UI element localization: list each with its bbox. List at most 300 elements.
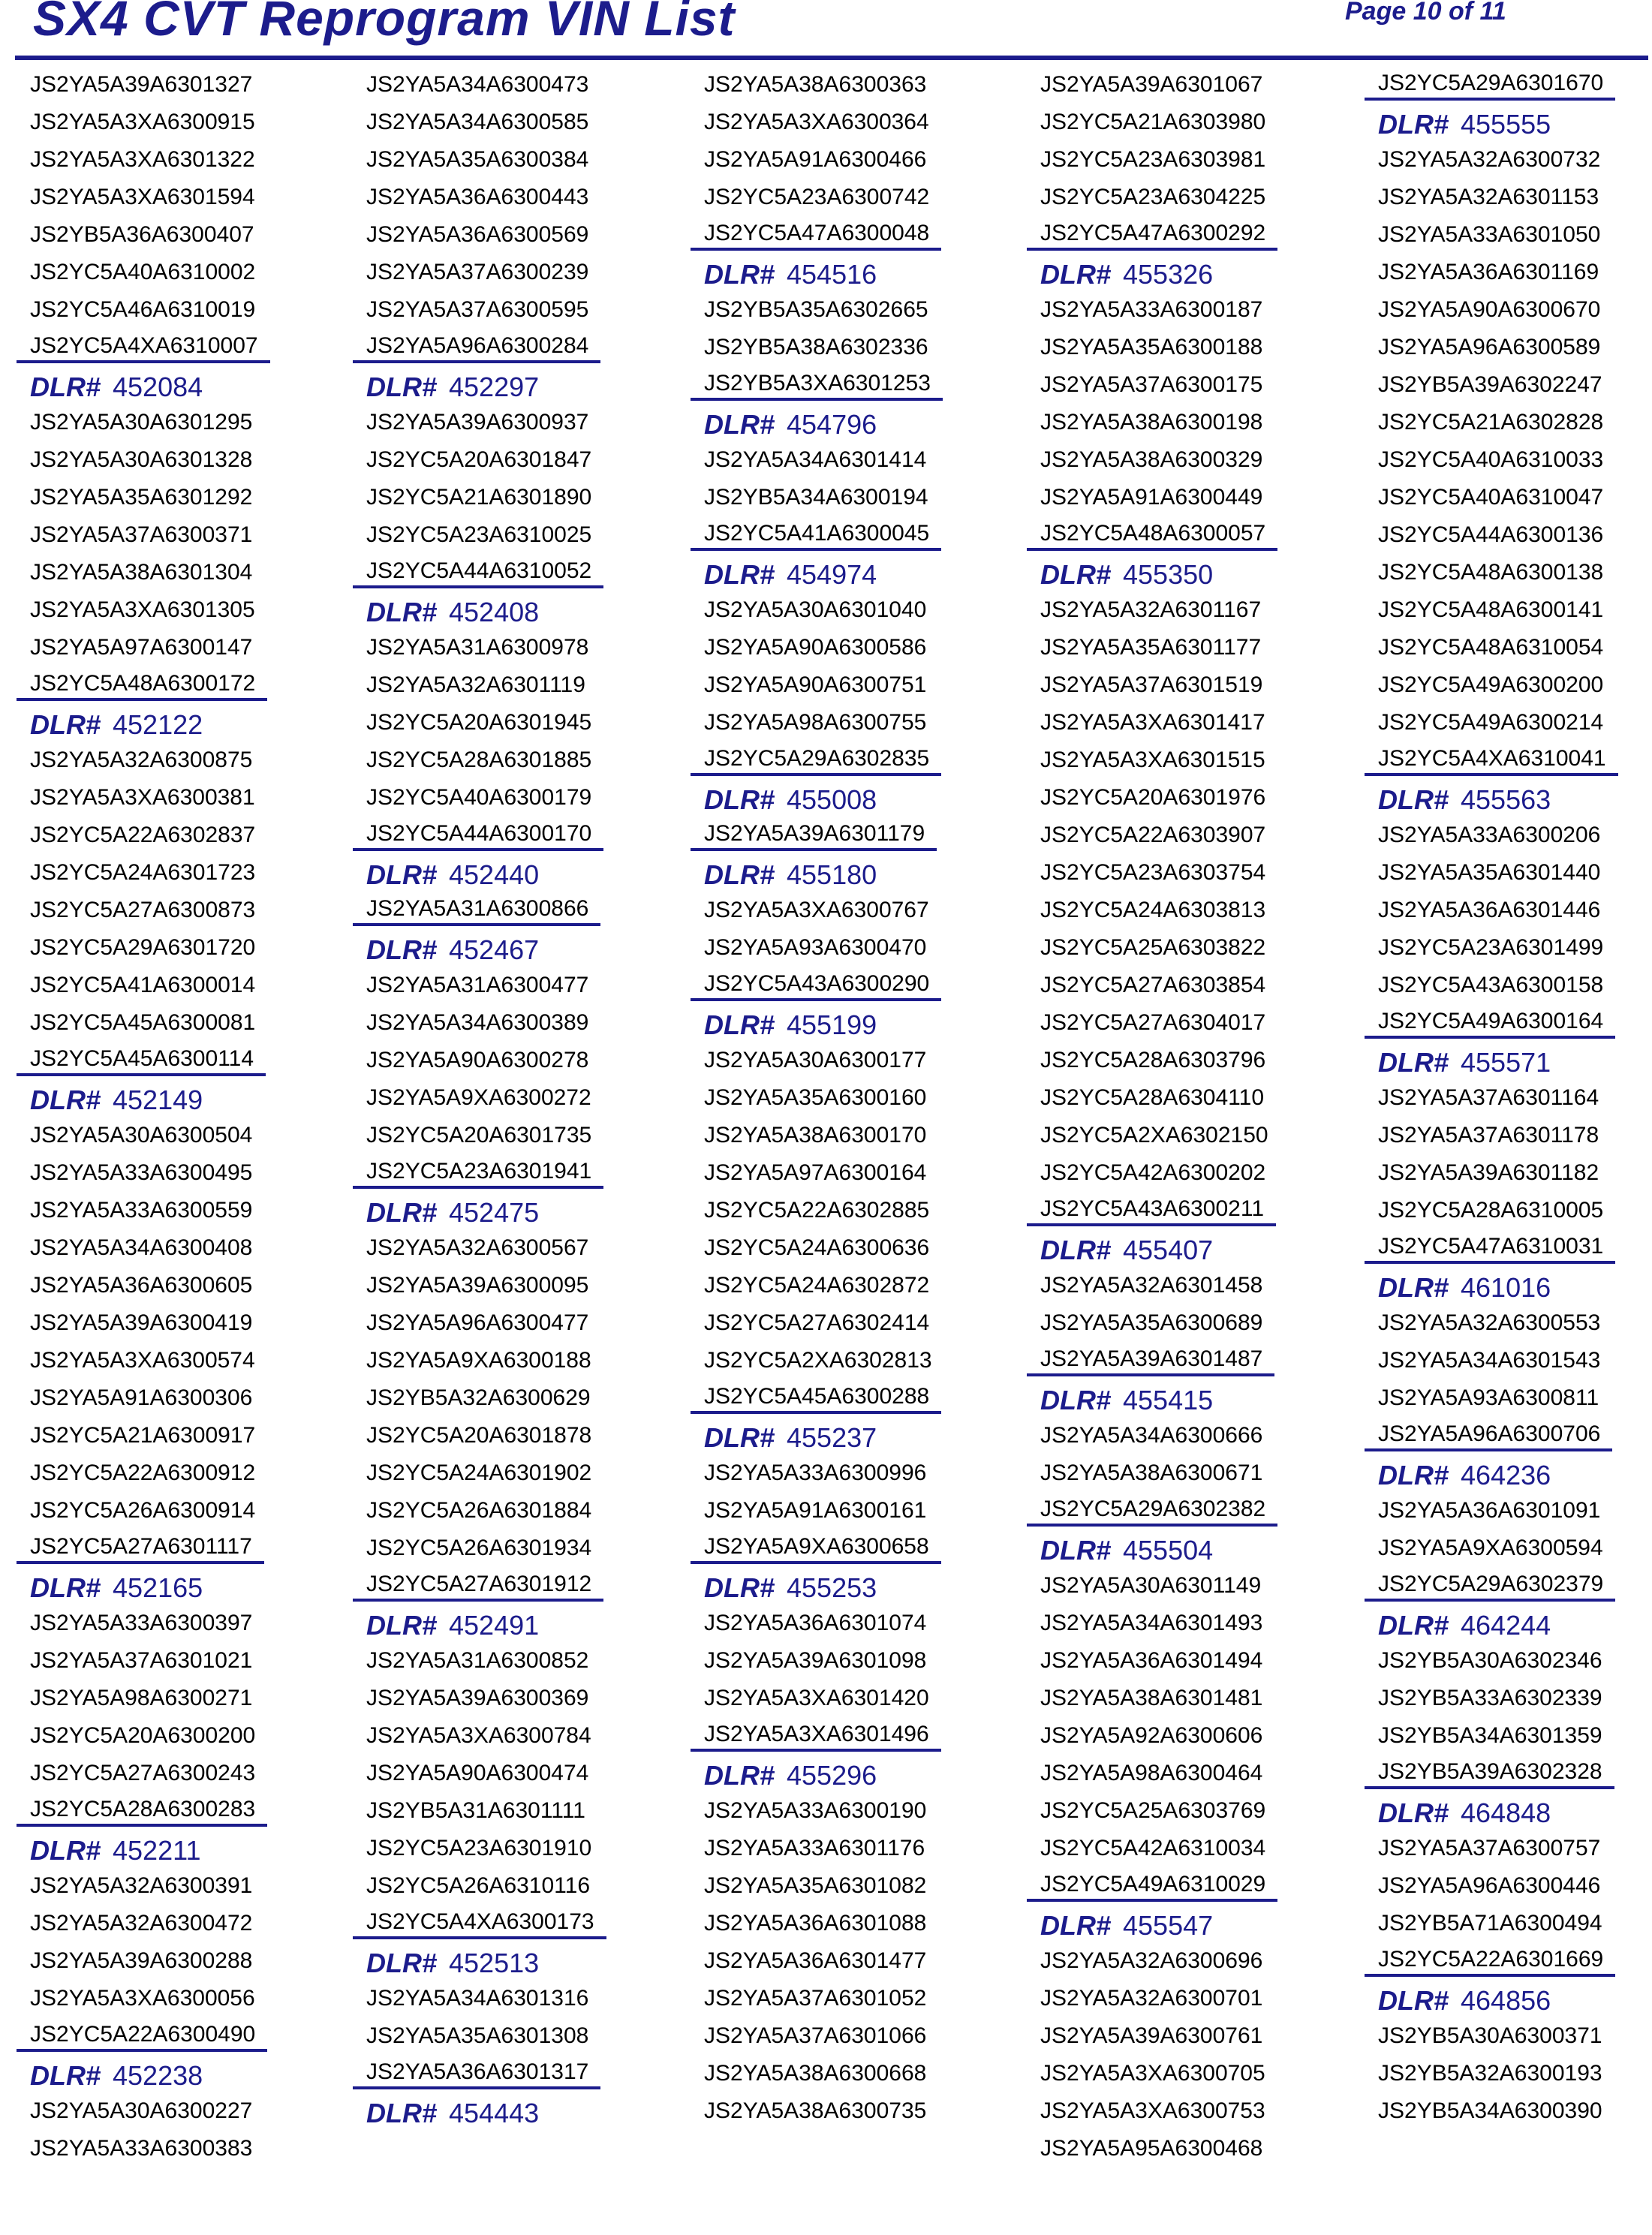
vin-row <box>17 1645 347 1683</box>
vin-number: JS2YC5A4XA6300173 <box>353 1909 606 1939</box>
vin-number: JS2YC5A47A6300048 <box>691 221 941 251</box>
vin-row <box>1027 1270 1357 1307</box>
vin-number: JS2YC5A24A6302872 <box>704 1273 930 1298</box>
vin-number: JS2YA5A96A6300284 <box>353 333 600 363</box>
vin-row <box>691 632 1021 669</box>
dealer-prefix: DLR# <box>1040 1385 1112 1415</box>
vin-number: JS2YC5A42A6310034 <box>1040 1836 1266 1860</box>
vin-row <box>691 1157 1021 1195</box>
vin-row <box>1365 557 1652 594</box>
dealer-header <box>1365 1270 1652 1307</box>
dealer-number: 455008 <box>787 784 877 815</box>
vin-number: JS2YA5A3XA6301322 <box>30 147 255 172</box>
dealer-number: 452408 <box>449 597 540 627</box>
vin-row <box>691 1457 1021 1495</box>
vin-row <box>691 182 1021 219</box>
vin-row <box>17 1683 347 1720</box>
dealer-prefix: DLR# <box>366 934 438 965</box>
dealer-header <box>1365 1045 1652 1082</box>
vin-row <box>1365 1870 1652 1908</box>
vin-number: JS2YC5A40A6300179 <box>366 785 592 810</box>
header-divider <box>15 56 1648 60</box>
vin-number: JS2YA5A36A6301477 <box>704 1948 927 1973</box>
vin-row <box>1365 1157 1652 1195</box>
vin-number: JS2YA5A32A6301167 <box>1040 597 1262 622</box>
vin-row <box>353 669 683 707</box>
dealer-number: 464848 <box>1461 1797 1551 1828</box>
vin-number: JS2YC5A47A6310031 <box>1365 1234 1615 1264</box>
vin-number: JS2YC5A23A6303754 <box>1040 860 1266 885</box>
vin-number: JS2YC5A42A6300202 <box>1040 1160 1266 1185</box>
vin-number: JS2YA5A36A6301317 <box>353 2059 600 2089</box>
dealer-prefix: DLR# <box>366 371 438 402</box>
vin-row <box>17 1045 347 1082</box>
dealer-label <box>1378 1047 1551 1078</box>
vin-number: JS2YC5A27A6300243 <box>30 1761 256 1785</box>
vin-number: JS2YA5A39A6301182 <box>1378 1160 1599 1185</box>
vin-row <box>353 632 683 669</box>
vin-row <box>17 1908 347 1945</box>
vin-number: JS2YA5A90A6300474 <box>366 1761 589 1785</box>
vin-row <box>1365 1720 1652 1758</box>
vin-number: JS2YA5A36A6301074 <box>704 1611 927 1635</box>
vin-row <box>691 2095 1021 2133</box>
vin-row <box>353 1307 683 1345</box>
vin-row <box>353 2058 683 2095</box>
vin-row <box>1027 69 1357 107</box>
dealer-number: 455253 <box>787 1572 877 1603</box>
vin-number: JS2YA5A39A6300095 <box>366 1273 589 1298</box>
vin-row <box>1027 407 1357 444</box>
vin-number: JS2YA5A37A6301066 <box>704 2023 927 2048</box>
vin-row <box>1027 1833 1357 1870</box>
vin-number: JS2YC5A23A6304225 <box>1040 185 1266 209</box>
vin-row <box>691 970 1021 1007</box>
vin-number: JS2YC5A27A6300873 <box>30 898 256 922</box>
vin-row <box>17 407 347 444</box>
vin-number: JS2YA5A35A6300384 <box>366 147 589 172</box>
vin-number: JS2YB5A3XA6301253 <box>691 371 943 401</box>
vin-row <box>353 294 683 332</box>
vin-row <box>1365 1120 1652 1157</box>
dealer-prefix: DLR# <box>704 1009 775 1040</box>
vin-number: JS2YA5A32A6300391 <box>30 1873 253 1898</box>
vin-number: JS2YA5A39A6301098 <box>704 1648 927 1673</box>
dealer-header <box>353 857 683 895</box>
vin-row <box>1027 332 1357 369</box>
dealer-label <box>1040 1535 1213 1566</box>
vin-number: JS2YA5A91A6300306 <box>30 1385 253 1410</box>
vin-number: JS2YA5A37A6300595 <box>366 297 589 322</box>
vin-number: JS2YA5A96A6300446 <box>1378 1873 1601 1898</box>
vin-number: JS2YA5A35A6301292 <box>30 485 253 510</box>
dealer-number: 452211 <box>113 1835 201 1866</box>
vin-number: JS2YA5A37A6301519 <box>1040 672 1263 697</box>
dealer-header <box>17 1082 347 1120</box>
vin-row <box>691 482 1021 519</box>
dealer-label <box>1040 1235 1213 1266</box>
vin-row <box>691 2020 1021 2058</box>
vin-number: JS2YC5A21A6303980 <box>1040 110 1266 134</box>
vin-number: JS2YA5A96A6300706 <box>1365 1421 1612 1451</box>
vin-number: JS2YC5A27A6301912 <box>353 1572 603 1602</box>
dealer-prefix: DLR# <box>704 559 775 590</box>
vin-row <box>17 820 347 857</box>
vin-number: JS2YC5A46A6310019 <box>30 297 256 322</box>
dealer-label <box>1378 1797 1551 1829</box>
dealer-number: 455296 <box>787 1760 877 1791</box>
vin-row <box>1365 1683 1652 1720</box>
vin-row <box>1027 782 1357 820</box>
vin-row <box>17 669 347 707</box>
vin-number: JS2YA5A93A6300811 <box>1378 1385 1599 1410</box>
vin-number: JS2YA5A30A6301328 <box>30 447 253 472</box>
vin-row <box>17 1945 347 1983</box>
vin-number: JS2YA5A32A6300567 <box>366 1235 589 1260</box>
vin-row <box>1027 1195 1357 1232</box>
vin-number: JS2YC5A20A6301976 <box>1040 785 1266 810</box>
vin-number: JS2YA5A34A6301493 <box>1040 1611 1263 1635</box>
vin-number: JS2YA5A39A6300419 <box>30 1310 253 1335</box>
vin-number: JS2YC5A25A6303769 <box>1040 1798 1266 1823</box>
vin-row <box>1365 144 1652 182</box>
dealer-prefix: DLR# <box>30 371 101 402</box>
vin-row <box>1365 669 1652 707</box>
dealer-label <box>30 371 203 403</box>
vin-number: JS2YA5A3XA6300364 <box>704 110 929 134</box>
dealer-label <box>704 1760 877 1791</box>
dealer-header <box>17 369 347 407</box>
vin-row <box>353 1270 683 1307</box>
vin-row <box>691 1795 1021 1833</box>
vin-number: JS2YC5A4XA6310041 <box>1365 746 1618 776</box>
vin-number: JS2YA5A33A6300206 <box>1378 823 1601 847</box>
dealer-prefix: DLR# <box>366 859 438 890</box>
vin-row <box>17 782 347 820</box>
vin-row <box>17 332 347 369</box>
vin-row <box>1365 632 1652 669</box>
vin-number: JS2YA5A91A6300161 <box>704 1498 927 1523</box>
vin-number: JS2YB5A71A6300494 <box>1378 1911 1602 1936</box>
vin-row <box>1027 857 1357 895</box>
dealer-prefix: DLR# <box>1378 784 1449 815</box>
vin-row <box>353 1082 683 1120</box>
vin-row <box>1027 1983 1357 2020</box>
vin-number: JS2YA5A30A6301040 <box>704 597 927 622</box>
vin-row <box>353 895 683 932</box>
vin-number: JS2YA5A9XA6300594 <box>1378 1536 1603 1560</box>
vin-row <box>17 219 347 257</box>
vin-number: JS2YC5A48A6300138 <box>1378 560 1604 585</box>
vin-number: JS2YA5A38A6300329 <box>1040 447 1263 472</box>
dealer-number: 452467 <box>449 934 540 965</box>
dealer-prefix: DLR# <box>704 259 775 290</box>
vin-number: JS2YA5A36A6300443 <box>366 185 589 209</box>
vin-row <box>17 594 347 632</box>
vin-number: JS2YC5A20A6301847 <box>366 447 592 472</box>
vin-number: JS2YA5A31A6300477 <box>366 973 589 997</box>
vin-row <box>353 1045 683 1082</box>
vin-number: JS2YC5A27A6303854 <box>1040 973 1266 997</box>
dealer-prefix: DLR# <box>1378 109 1449 140</box>
dealer-header <box>691 1007 1021 1045</box>
vin-row <box>691 294 1021 332</box>
vin-row <box>1027 1758 1357 1795</box>
vin-number: JS2YC5A24A6301902 <box>366 1460 592 1485</box>
vin-row <box>353 1382 683 1420</box>
vin-row <box>691 895 1021 932</box>
vin-row <box>1027 1683 1357 1720</box>
vin-number: JS2YA5A90A6300751 <box>704 672 927 697</box>
vin-row <box>1027 519 1357 557</box>
vin-number: JS2YC5A45A6300114 <box>17 1046 266 1076</box>
vin-number: JS2YA5A34A6301414 <box>704 447 927 472</box>
vin-row <box>1027 482 1357 519</box>
vin-row <box>17 2020 347 2058</box>
vin-number: JS2YA5A3XA6301594 <box>30 185 255 209</box>
vin-row <box>691 1495 1021 1533</box>
vin-row <box>353 144 683 182</box>
vin-row <box>1027 144 1357 182</box>
vin-number: JS2YA5A33A6300190 <box>704 1798 927 1823</box>
vin-row <box>1365 1533 1652 1570</box>
vin-number: JS2YB5A34A6300390 <box>1378 2098 1602 2123</box>
vin-number: JS2YC5A26A6301884 <box>366 1498 592 1523</box>
vin-number: JS2YA5A30A6300504 <box>30 1123 253 1148</box>
vin-number: JS2YA5A31A6300866 <box>353 896 600 926</box>
vin-row <box>353 1870 683 1908</box>
vin-number: JS2YC5A20A6301878 <box>366 1423 592 1448</box>
dealer-header <box>1027 257 1357 294</box>
vin-column-4 <box>1027 69 1357 2170</box>
dealer-header <box>1365 1608 1652 1645</box>
vin-row <box>1365 1232 1652 1270</box>
vin-number: JS2YC5A21A6301890 <box>366 485 592 510</box>
vin-number: JS2YC5A28A6300283 <box>17 1797 267 1827</box>
vin-number: JS2YA5A3XA6301515 <box>1040 748 1265 772</box>
vin-row <box>1365 820 1652 857</box>
vin-row <box>1365 1908 1652 1945</box>
dealer-header <box>353 2095 683 2133</box>
vin-row <box>353 69 683 107</box>
vin-row <box>1027 707 1357 744</box>
vin-number: JS2YB5A31A6301111 <box>366 1798 585 1823</box>
vin-row <box>1365 407 1652 444</box>
dealer-header <box>1365 107 1652 144</box>
vin-row <box>353 107 683 144</box>
vin-row <box>353 1683 683 1720</box>
vin-number: JS2YA5A37A6301052 <box>704 1986 927 2011</box>
vin-number: JS2YA5A37A6301164 <box>1378 1085 1599 1110</box>
vin-number: JS2YC5A21A6300917 <box>30 1423 256 1448</box>
vin-number: JS2YA5A35A6301440 <box>1378 860 1601 885</box>
vin-column-2 <box>353 69 683 2133</box>
vin-number: JS2YA5A33A6300495 <box>30 1160 253 1185</box>
vin-row <box>1027 669 1357 707</box>
vin-row <box>353 1983 683 2020</box>
vin-number: JS2YA5A34A6300585 <box>366 110 589 134</box>
vin-number: JS2YC5A49A6300164 <box>1365 1009 1615 1039</box>
vin-number: JS2YB5A30A6300371 <box>1378 2023 1602 2048</box>
vin-number: JS2YB5A38A6302336 <box>704 335 928 359</box>
vin-number: JS2YB5A30A6302346 <box>1378 1648 1602 1673</box>
vin-row <box>691 2058 1021 2095</box>
vin-number: JS2YA5A35A6301177 <box>1040 635 1262 660</box>
dealer-header <box>1365 1983 1652 2020</box>
vin-row <box>1027 932 1357 970</box>
vin-row <box>17 2133 347 2170</box>
dealer-header <box>691 1758 1021 1795</box>
vin-number: JS2YC5A24A6303813 <box>1040 898 1266 922</box>
dealer-header <box>1027 1908 1357 1945</box>
vin-row <box>1365 519 1652 557</box>
dealer-prefix: DLR# <box>30 1835 101 1866</box>
vin-row <box>17 257 347 294</box>
vin-row <box>17 1270 347 1307</box>
vin-row <box>353 2020 683 2058</box>
vin-row <box>691 744 1021 782</box>
dealer-header <box>17 707 347 744</box>
dealer-number: 455407 <box>1123 1235 1214 1265</box>
vin-number: JS2YB5A32A6300629 <box>366 1385 591 1410</box>
vin-row <box>691 820 1021 857</box>
dealer-number: 455547 <box>1123 1910 1214 1941</box>
vin-number: JS2YA5A3XA6301417 <box>1040 710 1265 735</box>
dealer-prefix: DLR# <box>1378 1610 1449 1641</box>
vin-row <box>1027 1045 1357 1082</box>
dealer-prefix: DLR# <box>366 1948 438 1978</box>
vin-row <box>691 1345 1021 1382</box>
vin-number: JS2YA5A37A6301178 <box>1378 1123 1599 1148</box>
vin-number: JS2YB5A36A6300407 <box>30 222 254 247</box>
vin-row <box>17 1870 347 1908</box>
vin-row <box>353 444 683 482</box>
vin-row <box>17 632 347 669</box>
vin-row <box>1365 1645 1652 1683</box>
vin-number: JS2YC5A29A6302379 <box>1365 1572 1615 1602</box>
vin-row <box>17 1195 347 1232</box>
dealer-number: 455555 <box>1461 109 1551 140</box>
dealer-label <box>704 1009 877 1041</box>
dealer-header <box>691 1420 1021 1457</box>
vin-row <box>1027 1157 1357 1195</box>
dealer-number: 452165 <box>113 1572 203 1603</box>
vin-number: JS2YA5A33A6300383 <box>30 2136 253 2161</box>
vin-number: JS2YA5A35A6301082 <box>704 1873 927 1898</box>
dealer-header <box>17 1833 347 1870</box>
vin-row <box>1365 1420 1652 1457</box>
dealer-number: 455504 <box>1123 1535 1214 1566</box>
dealer-number: 454443 <box>449 2098 540 2128</box>
vin-row <box>17 744 347 782</box>
vin-number: JS2YA5A38A6300671 <box>1040 1460 1263 1485</box>
vin-row <box>353 1495 683 1533</box>
vin-number: JS2YA5A3XA6300056 <box>30 1986 255 2011</box>
dealer-label <box>30 1084 203 1116</box>
vin-row <box>353 820 683 857</box>
dealer-number: 454796 <box>787 409 877 440</box>
vin-number: JS2YA5A3XA6300574 <box>30 1348 255 1373</box>
vin-number: JS2YA5A30A6301295 <box>30 410 253 435</box>
dealer-label <box>1378 784 1551 816</box>
vin-number: JS2YC5A23A6301941 <box>353 1159 603 1189</box>
vin-row <box>353 744 683 782</box>
vin-row <box>1365 1833 1652 1870</box>
page-number: Page 10 of 11 <box>1345 0 1506 26</box>
vin-row <box>353 407 683 444</box>
vin-row <box>17 1345 347 1382</box>
vin-number: JS2YA5A31A6300978 <box>366 635 589 660</box>
vin-number: JS2YA5A36A6301088 <box>704 1911 927 1936</box>
vin-column-1 <box>17 69 347 2170</box>
dealer-label <box>1378 1272 1551 1304</box>
vin-row <box>1365 970 1652 1007</box>
vin-number: JS2YC5A4XA6310007 <box>17 333 270 363</box>
vin-number: JS2YC5A40A6310002 <box>30 260 256 284</box>
vin-number: JS2YA5A39A6301067 <box>1040 72 1263 97</box>
dealer-prefix: DLR# <box>366 2098 438 2128</box>
vin-number: JS2YC5A43A6300211 <box>1027 1196 1276 1226</box>
vin-row <box>1027 2020 1357 2058</box>
vin-number: JS2YC5A25A6303822 <box>1040 935 1266 960</box>
vin-row <box>691 1720 1021 1758</box>
vin-row <box>1027 369 1357 407</box>
vin-number: JS2YB5A39A6302328 <box>1365 1759 1614 1789</box>
vin-number: JS2YA5A39A6300761 <box>1040 2023 1263 2048</box>
vin-row <box>1365 744 1652 782</box>
vin-number: JS2YC5A45A6300081 <box>30 1010 256 1035</box>
vin-row <box>17 482 347 519</box>
dealer-prefix: DLR# <box>704 1422 775 1453</box>
dealer-header <box>17 1570 347 1608</box>
vin-row <box>1365 257 1652 294</box>
dealer-number: 464236 <box>1461 1460 1551 1491</box>
vin-number: JS2YC5A22A6302837 <box>30 823 256 847</box>
vin-number: JS2YA5A33A6300559 <box>30 1198 253 1223</box>
vin-row <box>1365 482 1652 519</box>
vin-number: JS2YC5A20A6301735 <box>366 1123 592 1148</box>
vin-row <box>353 332 683 369</box>
dealer-header <box>1365 782 1652 820</box>
vin-number: JS2YA5A32A6301153 <box>1378 185 1599 209</box>
vin-row <box>353 557 683 594</box>
vin-row <box>17 2095 347 2133</box>
dealer-number: 452084 <box>113 371 203 402</box>
vin-row <box>691 1945 1021 1983</box>
vin-row <box>1365 219 1652 257</box>
vin-row <box>353 1720 683 1758</box>
vin-column-5 <box>1365 69 1652 2133</box>
vin-number: JS2YA5A96A6300477 <box>366 1310 589 1335</box>
vin-row <box>17 182 347 219</box>
dealer-number: 455180 <box>787 859 877 890</box>
vin-number: JS2YA5A39A6301179 <box>691 821 937 851</box>
vin-row <box>691 1382 1021 1420</box>
vin-number: JS2YA5A32A6300553 <box>1378 1310 1601 1335</box>
dealer-number: 452513 <box>449 1948 540 1978</box>
vin-row <box>1027 1082 1357 1120</box>
vin-number: JS2YA5A35A6300689 <box>1040 1310 1263 1335</box>
vin-row <box>17 1608 347 1645</box>
vin-number: JS2YA5A33A6300187 <box>1040 297 1263 322</box>
vin-number: JS2YC5A45A6300288 <box>691 1384 941 1414</box>
vin-number: JS2YA5A34A6300473 <box>366 72 589 97</box>
dealer-prefix: DLR# <box>30 1084 101 1115</box>
vin-number: JS2YC5A24A6301723 <box>30 860 256 885</box>
vin-number: JS2YA5A9XA6300188 <box>366 1348 591 1373</box>
dealer-header <box>1027 557 1357 594</box>
dealer-prefix: DLR# <box>704 1572 775 1603</box>
